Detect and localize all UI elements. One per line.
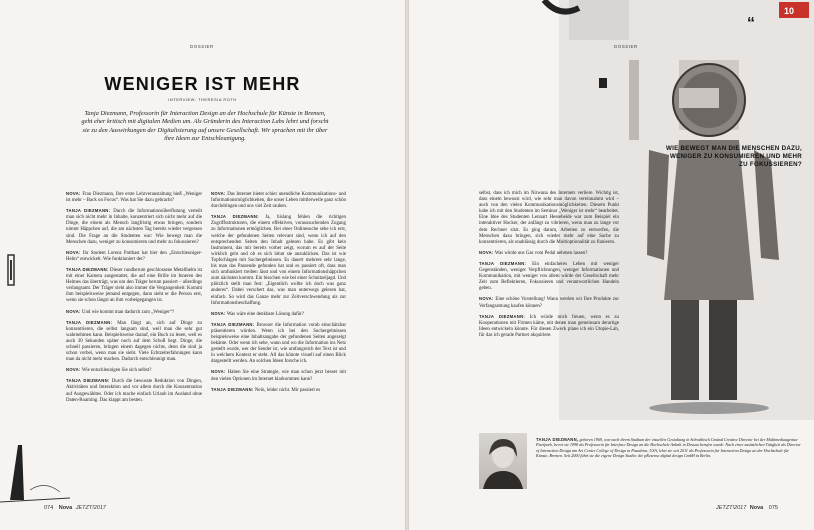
section-kicker: DOSSIER [190, 44, 214, 49]
interview-paragraph [211, 369, 346, 382]
right-footer [716, 505, 778, 511]
speaker-label: NOVA: [211, 369, 226, 375]
interview-paragraph [66, 267, 202, 305]
text-column-2 [211, 191, 346, 398]
interview-paragraph [66, 367, 202, 374]
interview-paragraph [66, 378, 202, 403]
paragraph-text: Durch die Informationsüberflutung verteilt man sich nicht mehr in Inhalte, konzentriert sich nicht mehr auf die Dinge, die einem als Mensch langfristig etwas bringen, sondern nimmt Häppchen auf, die am nächsten Tag bereits wieder vergessen sind. Die Frage an die Studenten war: Wie bewegt man die Menschen dazu, weniger zu konsumieren und mehr zu fokussieren? [66, 209, 202, 245]
paragraph-text: Man fängt an, sich auf Dinge zu konzentrieren, die selbst langsam sind, weil man die sehr gut wahrnehmen kann. Beispielsweise darauf, ein Buch zu lesen, weil es auch 30 Sekunden später noch auf dem Schoß liegt. Dinge, die schnell passieren, bringen einem dagegen nichts, denn die sind ja schon vorbei, wenn man sie sieht. Viele Echtzeiterfahrungen kann man da nicht mehr machen. Dadurch entschleunigt man. [66, 320, 202, 363]
interview-paragraph [479, 261, 619, 292]
ink-brush-icon [0, 440, 70, 505]
text-column-3 [479, 191, 619, 343]
speaker-label: TANJA DIEZMANN: [66, 378, 110, 384]
page-number-right: 075 [768, 505, 778, 511]
interview-paragraph [66, 191, 202, 204]
paragraph-text: Und wie kommt man dadurch zum „Weniger“? [81, 309, 175, 315]
speaker-label: TANJA DIEZMANN: [66, 208, 111, 214]
paragraph-text: Browser die Information vorab einschätzbar präsentieren würden. Wenn ich bei den Suchergebnissen beispielsweise eine Inhaltsangabe der gefundenen Seiten angezeigt bekäme. Oder wenn ich sehe, wann und wo die Information ins Netz gestellt wurde, wer der Sender ist, wie umfangreich der Text ist und in welchem Kontext er steht. All das könnte visuell auf einen Blick dargestellt werden. An solchen Ideen forsche ich. [211, 322, 346, 365]
interview-paragraph [211, 191, 346, 210]
paragraph-text: selbst, dass ich mich im Nirwana des Internets verliere. Wichtig ist, dass einem bewusst wird, wie sehr man davon vereinnahmt wird – auch von den vielen Kommunikationsmöglichkeiten. Diesem Punkt habe ich mit den Studenten im Seminar „Weniger ist mehr“ bearbeitet. Eine Idee des Studenten Lennart Hesseheide war zum Beispiel ein interaktiver Hocker, der anfängt zu vibrieren, wenn man zu lange vor dem Rechner sitzt. Es ging darum, Arbeiten zu entwerfen, die Menschen dazu bringen, sich wieder mehr auf eine Sache zu konzentrieren, als unablässig durch die Multioptionalität zu flanieren. [479, 191, 619, 245]
svg-text:10: 10 [784, 6, 795, 16]
interview-paragraph [479, 314, 619, 339]
speaker-label: NOVA: [66, 249, 81, 255]
left-page [0, 0, 405, 530]
left-footer [44, 505, 106, 511]
speaker-label: TANJA DIEZMANN: [479, 313, 526, 319]
speaker-label: NOVA: [211, 191, 226, 196]
speaker-label: TANJA DIEZMANN: [211, 214, 259, 220]
speaker-label: NOVA: [66, 308, 81, 314]
text-column-1 [66, 191, 202, 408]
speaker-label: NOVA: [66, 367, 81, 373]
interview-paragraph [211, 311, 346, 318]
author-portrait [479, 433, 527, 489]
speaker-label: TANJA DIEZMANN: [66, 266, 109, 272]
interview-paragraph [211, 322, 346, 366]
paragraph-text: Was würde uns Gas vom Pedal nehmen lassen? [494, 250, 588, 256]
paragraph-text: Ja, bislang fehlen die richtigen Zugriffsstrukturen, die einem effektiven, voraussuchenden Zugang zu Informationen ermöglichen. Bei einer Onlinesuche sehe ich erst, welche der gefundenen Seiten relevant sind, wenn ich auf den entsprechenden Seiten den Inhalt gelesen habe. Es gibt kein Instrument, das mir bereits vorher zeigt, worum es auf der Seite wirklich geht und ob es sich lohnt sie anzuklicken. Das ist wie Topfschlagen mit Suchergebnissen. Es dauert mehrere sehr lange, bis man das Passende gefunden hat und es passiert oft, dass man sich umfunkiert treiben lässt und von einem Informationshäppchen zum nächsten kommt. Ein bisschen wie bei einer Schnitzeljagd. Und plötzlich stellt man fest: „Eigentlich wollte ich doch was ganz anderes“. Dabei verschert das, was man unterwegs gelesen hat, einfach. So wird das Ganze mehr zur Zeitverschwendung als zur Informationsbeschaffung. [211, 215, 346, 306]
interview-paragraph [479, 250, 619, 257]
bio-name: TANJA DIEZMANN, [536, 437, 579, 442]
issue-right: JETZT!2017 [716, 505, 747, 511]
interview-paragraph [479, 191, 619, 246]
paragraph-text: Ein einfacheres Leben mit weniger Gegenständen, weniger Verpflichtungen, weniger Informationen und Kommunikation, mit weniger von allem würde der Gesellschaft mehr Zeit zum Reflektieren, Fokussieren und verantwortlichen Handeln geben. [479, 261, 619, 292]
page-number-left: 074 [44, 505, 54, 511]
interview-paragraph [479, 296, 619, 309]
speaker-label: TANJA DIEZMANN: [66, 319, 113, 325]
paragraph-text: Ich würde mich freuen, wenn es zu Kooperationen mit Firmen käme, mit denen man gemeinsam derartige Ideen entwickeln könnte. Für diesen Zweck plane ich ein Utopie-Lab, für das ich gerade Partner akquiriere. [479, 314, 619, 338]
paragraph-text: Eine schöne Vorstellung! Wann werden wir Ihre Produkte zur Verfangsamung kaufen können? [479, 297, 619, 309]
paragraph-text: Durch die bewusste Reduktion von Dingen, Aktivitäten und Interaktion und vor allem durch die Konzentration auf Ausgewähltes. Oder ich mache einfach Urlaub im Ausland ohne Daten-Roaming. Das klappt am besten. [66, 379, 202, 403]
interview-paragraph [66, 250, 202, 263]
paragraph-text: Nein, leider nicht. Mir passiert es [254, 387, 321, 393]
speaker-label: NOVA: [66, 191, 81, 196]
interview-paragraph [66, 309, 202, 316]
interview-paragraph [66, 320, 202, 364]
issue-left: JETZT!2017 [75, 505, 106, 511]
paragraph-text: Wie entschleunigen Sie sich selbst? [81, 368, 152, 374]
paragraph-text: Dieser rundherum geschlossene Metallhelm ist mit einer Kamera ausgestattet, die auf eine Brille im Inneren des Helmes das überträgt, was um den Träger herum passiert – allerdings verlangsamt. Der Träger sieht also immer die Vergangenheit: Kommt ihm beispielsweise jemand entgegen, dann sieht er die Person erst, wenn sie schon längst an ihm vorbeigegangen ist. [66, 267, 202, 304]
article-title: WENIGER IST MEHR [104, 74, 301, 94]
portrait-photo [479, 433, 527, 489]
brand-left: Nova [58, 505, 73, 511]
paragraph-text: Was wäre eine denkbare Lösung dafür? [226, 311, 304, 317]
section-kicker-right: DOSSIER [614, 44, 638, 49]
speaker-label: NOVA: [479, 296, 494, 302]
speaker-label: TANJA DIEZMANN: [479, 260, 527, 266]
speaker-label: TANJA DIEZMANN: [211, 321, 255, 327]
paragraph-text: Frau Diezmann, Ihre erste Lehrveranstaltung hieß „Weniger ist mehr – Back on Focus“. Was hat Sie dazu gebracht? [66, 192, 202, 204]
right-page [409, 0, 814, 530]
interview-paragraph [211, 214, 346, 306]
svg-text:“: “ [747, 15, 755, 32]
ink-sketch-icon [4, 250, 18, 290]
byline: INTERVIEW: THERESIA ROTH [168, 97, 237, 102]
author-bio [536, 437, 802, 458]
lead-paragraph: Tanja Diezmann, Professorin für Interaction Design an der Hochschule für Künste in Bremen, geht eher kritisch mit digitalen Medien um. Als Gründerin des Interaction Labs lehrt und forscht sie zu den Auswirkungen der Digitalisierung auf unsere Gesellschaft. Wir sprachen mit ihr über ihre Ideen zur Entschleunigung. [81, 110, 329, 143]
brand-right: Nova [749, 505, 764, 511]
bio-text: geboren 1969, war nach ihrem Studium der visuellen Gestaltung in Schwäbisch Gmünd Creative Director bei der Multimediaagentur Pixelpark, bevor sie 1998 als Professorin für Interface Design an die Hochschule Anhalt in Dessau berufen wurde. Nach einer zusätzlichen Tätigkeit als Director of Interaction Design am Art Center College of Design in Pasadena, USA, lehrt sie seit 2011 als Professorin für Interaction Design an der Hochschule für Künste, Bremen. Seit 2000 führt sie die eigene Design Studio: die pResense digital design GmbH in Berlin. [536, 437, 801, 458]
paragraph-text: Haben Sie eine Strategie, wie man schon jetzt besser mit den vielen Optionen im Internet klarkommen kann? [211, 370, 346, 382]
interview-paragraph [66, 208, 202, 246]
speaker-label: NOVA: [479, 249, 494, 255]
speaker-label: NOVA: [211, 310, 226, 316]
paragraph-text: Ihr Student Lorenz Potthast hat hier den „Entschleuniger-Helm“ entwickelt. Wie funktioniert der? [66, 250, 202, 262]
speaker-label: TANJA DIEZMANN: [211, 386, 254, 392]
interview-paragraph [211, 387, 346, 394]
pull-quote: WIE BEWEGT MAN DIE MENSCHEN DAZU, WENIGER ZU KONSUMIEREN UND MEHR ZU FOKUSSIEREN? [665, 145, 802, 168]
paragraph-text: Das Internet bietet schier unendliche Kommunikations- und Informationsmöglichkeiten, die unser Leben mittlerweile ganz schön durchdringen und uns viel Zeit rauben. [211, 192, 346, 210]
